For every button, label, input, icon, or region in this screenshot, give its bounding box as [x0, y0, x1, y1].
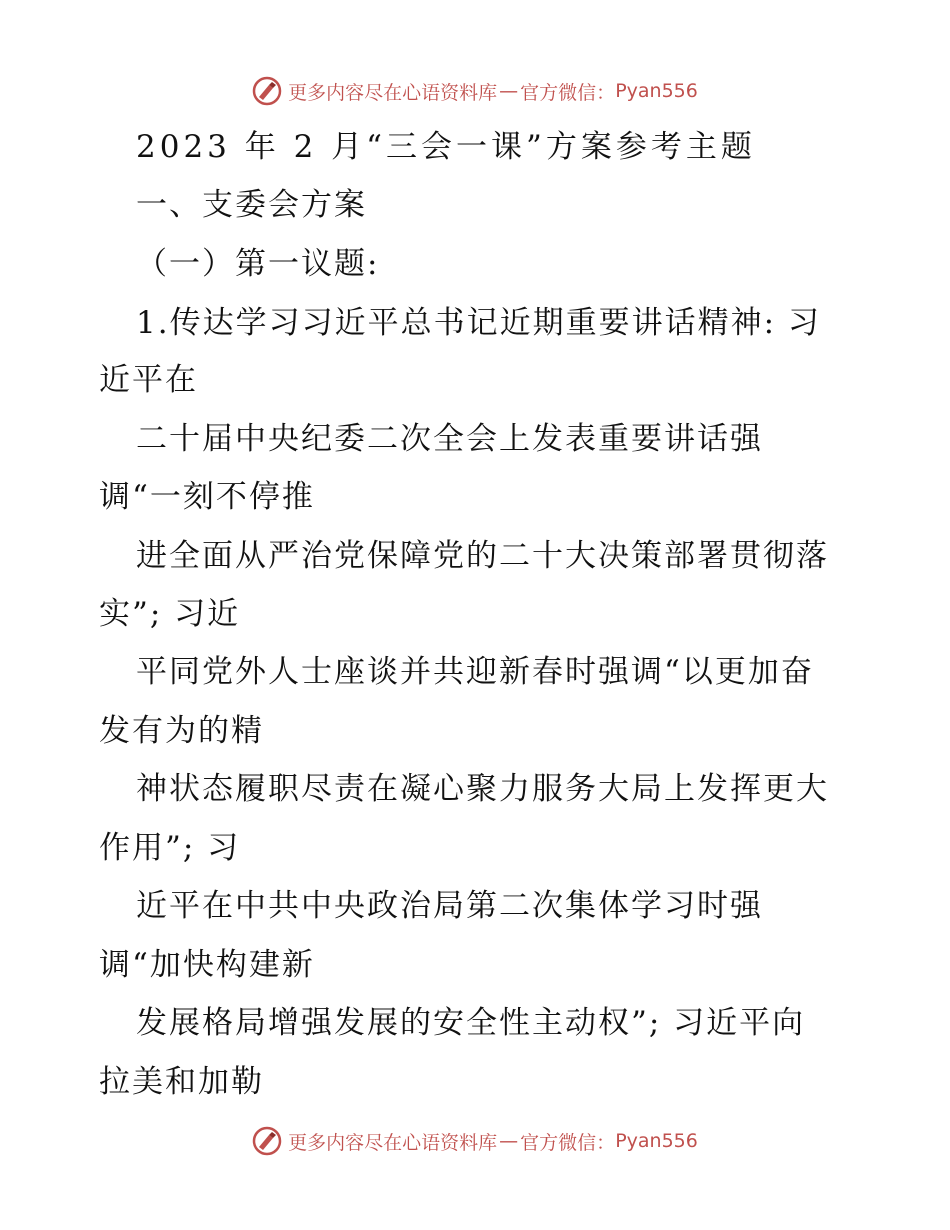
watermark-separator: — [499, 80, 519, 102]
watermark-text: 更多内容尽在心语资料库 [288, 1131, 498, 1154]
paragraph-line: 发展格局增强发展的安全性主动权”; 习近平向 [136, 1005, 806, 1041]
footer-watermark [0, 1121, 950, 1161]
watermark-text: 更多内容尽在心语资料库 [288, 81, 498, 104]
paragraph-line: 近平在 [99, 362, 198, 398]
watermark-separator: — [499, 1130, 519, 1152]
watermark-wechat-id: Pyan556 [615, 1130, 698, 1152]
paragraph-line: 调“加快构建新 [99, 947, 315, 983]
header-watermark [0, 71, 950, 111]
paragraph-line: 1.传达学习习近平总书记近期重要讲话精神: 习 [136, 305, 821, 341]
paragraph-line: 拉美和加勒 [99, 1064, 264, 1100]
paragraph-line: 调“一刻不停推 [99, 479, 315, 515]
paragraph-line: 神状态履职尽责在凝心聚力服务大局上发挥更大 [136, 771, 829, 807]
paragraph-line: 实”; 习近 [99, 596, 241, 632]
watermark-wechat-label: 官方微信： [520, 81, 616, 104]
watermark-wechat-label: 官方微信： [520, 1131, 616, 1154]
paragraph-line: 进全面从严治党保障党的二十大决策部署贯彻落 [136, 538, 829, 574]
watermark-wechat-id: Pyan556 [615, 80, 698, 102]
pen-logo-icon [252, 1126, 282, 1156]
paragraph-line: 作用”; 习 [99, 830, 241, 866]
paragraph-line: 二十届中央纪委二次全会上发表重要讲话强 [136, 421, 763, 457]
subsection-heading: （一）第一议题: [136, 246, 380, 282]
paragraph-line: 近平在中共中央政治局第二次集体学习时强 [136, 888, 763, 924]
pen-logo-icon [252, 76, 282, 106]
section-heading: 一、支委会方案 [136, 187, 367, 223]
paragraph-line: 平同党外人士座谈并共迎新春时强调“以更加奋 [136, 654, 814, 690]
paragraph-line: 发有为的精 [99, 713, 264, 749]
document-title: 2023 年 2 月“三会一课”方案参考主题 [136, 129, 756, 165]
